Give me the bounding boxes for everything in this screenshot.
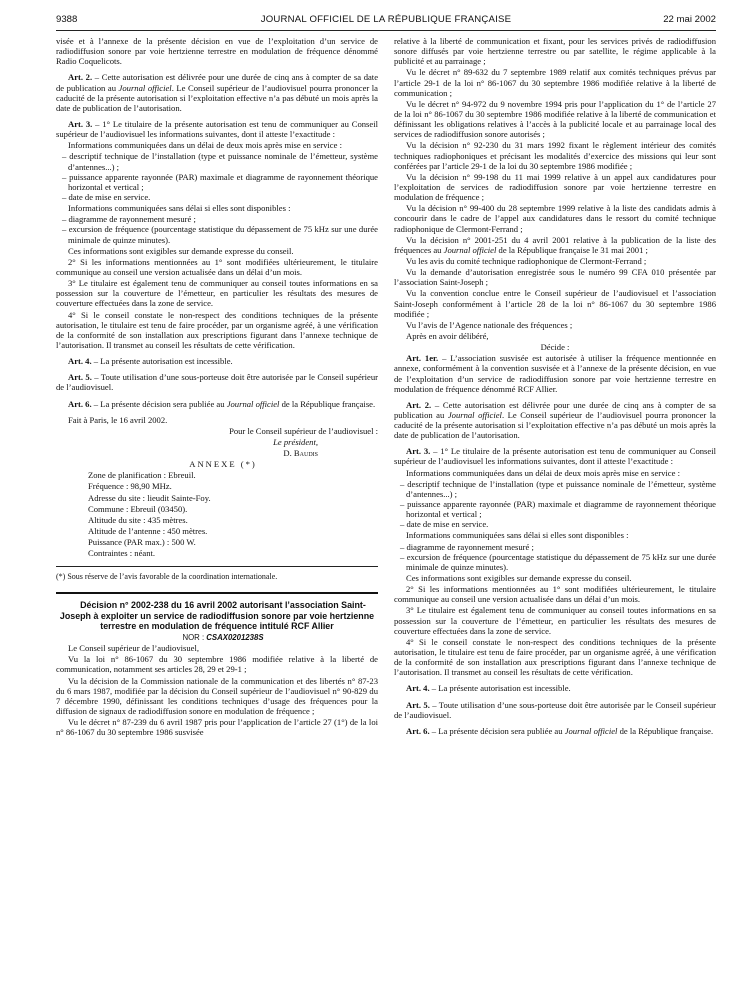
right-paragraph-2: 2° Si les informations mentionnées au 1° sont modifiées ultérieurement, le titulaire communique au conseil une version actualisée dans un délai d’un mois. xyxy=(394,584,716,605)
right-info-no-delay: Informations communiquées sans délai si elles sont disponibles : xyxy=(406,530,629,541)
right-article-1: Art. 1er. – L’association susvisée est autorisée à utiliser la fréquence mentionnée en annexe, conformément à la convention susvisée et à l’annexe de la présente décision, en vue de l’exploitation d’un service de radiodiffusion sonore par voie hertzienne terrestre en modulation de fréquence dénommé RCF Allier. xyxy=(394,353,716,394)
left-article-6: Art. 6. – La présente décision sera publiée au Journal officiel de la République française. xyxy=(68,398,376,409)
left-bullets-1 xyxy=(56,151,378,202)
visa-13: Vu l’avis de l’Agence nationale des fréquences ; xyxy=(406,319,573,330)
right-article-3: Art. 3. – 1° Le titulaire de la présente autorisation est tenu de communiquer au Conseil supérieur de l’audiovisuel les informations suivantes, dont il atteste l’exactitude : xyxy=(394,446,716,467)
left-article-3: Art. 3. – 1° Le titulaire de la présente autorisation est tenu de communiquer au Conseil supérieur de l’audiovisuel les informations suivantes, dont il atteste l’exactitude : xyxy=(56,118,378,140)
list-item: – date de mise en service. xyxy=(56,192,378,202)
visa-1: Vu la loi n° 86-1067 du 30 septembre 1986 modifiée relative à la liberté de communication, notamment ses articles 28, 29 et 29-1 ; xyxy=(56,654,378,675)
decision-title: Décision n° 2002-238 du 16 avril 2002 autorisant l’association Saint-Joseph à exploiter un service de radiodiffusion sonore par voie hertzienne terrestre en modulation de fréquence intitulé RCF Allier xyxy=(59,599,375,632)
list-item: – descriptif technique de l’installation (type et puissance nominale de l’émetteur, système d’antennes...) ; xyxy=(56,151,378,171)
left-paragraph-2: 2° Si les informations mentionnées au 1° sont modifiées ultérieurement, le titulaire communique au conseil une version actualisée dans un délai d’un mois. xyxy=(56,256,378,277)
right-article-5: Art. 5. – Toute utilisation d’une sous-porteuse doit être autorisée par le Conseil supérieur de l’audiovisuel. xyxy=(394,699,717,720)
visa-2: Vu la décision de la Commission nationale de la communication et des libertés n° 87-23 du 6 mars 1987, modifiée par la décision du Conseil supérieur de l’audiovisuel n° 90-829 du 7 décembre 1990, définissant les conditions techniques d’usage des fréquences pour la diffusion de signaux de radiodiffusion sonore en modulation de fréquence ; xyxy=(56,675,378,716)
annex-line: Commune : Ebreuil (03450). xyxy=(88,503,188,514)
list-item: – excursion de fréquence (pourcentage statistique du dépassement de 75 kHz sur une durée minimale de quinze minutes). xyxy=(394,552,716,572)
right-intro: relative à la liberté de communication et fixant, pour les services privés de radiodiffusion sonore diffusés par voie hertzienne terrestre ou par satellite, le régime applicable à la publicité et au parrainage ; xyxy=(394,36,716,67)
left-intro: visée et à l’annexe de la présente décision en vue de l’exploitation d’un service de radiodiffusion sonore par voie hertzienne terrestre en modulation de fréquence dénommé Radio Coquelicots. xyxy=(56,36,378,67)
visa-5: Vu le décret n° 94-972 du 9 novembre 1994 pris pour l’application du 1° de l’article 27 de la loi n° 86-1067 du 30 septembre 1986 modifiée relative à la liberté de communication et définissant les obligations relatives à l’accès à la publicité locale et au parrainage local des services de radiodiffusion sonore autorisés ; xyxy=(394,98,716,140)
left-column xyxy=(56,36,378,738)
left-info-two-months: Informations communiquées dans un délai de deux mois après mise en service : xyxy=(68,140,342,151)
list-item: – diagramme de rayonnement mesuré ; xyxy=(394,542,716,552)
president-label: Le président, xyxy=(273,436,318,447)
deliberated: Après en avoir délibéré, xyxy=(406,330,489,341)
journal-title: JOURNAL OFFICIEL DE LA RÉPUBLIQUE FRANÇAISE xyxy=(260,14,512,25)
visa-7: Vu la décision n° 99-198 du 11 mai 1999 relative à un appel aux candidatures pour l’exploitation de services de radiodiffusion sonore par voie hertzienne terrestre en modulation de fréquence ; xyxy=(394,171,716,203)
annex-line: Contraintes : néant. xyxy=(88,548,156,559)
footnote: (*) Sous réserve de l’avis favorable de la coordination internationale. xyxy=(56,572,278,582)
list-item: – descriptif technique de l’installation (type et puissance nominale de l’émetteur, système d’antennes...) ; xyxy=(394,479,716,499)
annex-title: ANNEXE (*) xyxy=(189,459,257,470)
annex-line: Adresse du site : lieudit Sainte-Foy. xyxy=(88,492,211,503)
list-item: – puissance apparente rayonnée (PAR) maximale et diagramme de rayonnement théorique horizontal et vertical ; xyxy=(56,172,378,192)
visa-8: Vu la décision n° 99-400 du 28 septembre 1999 relative à la liste des candidats admis à concourir dans le cadre de l’appel aux candidatures dans le ressort du comité technique radiophonique de Clermont-Ferrand ; xyxy=(394,203,716,234)
done-at: Fait à Paris, le 16 avril 2002. xyxy=(68,414,168,425)
left-bullets-2 xyxy=(56,214,378,244)
right-column xyxy=(394,36,716,737)
visa-3: Vu le décret n° 87-239 du 6 avril 1987 pris pour l’application de l’article 27 (1°) de la loi n° 86-1067 du 30 septembre 1986 susvisée xyxy=(56,717,378,738)
right-paragraph-4: 4° Si le conseil constate le non-respect des conditions techniques de la présente autorisation, le titulaire est tenu de faire procéder, par un organisme agréé, à une vérification de la conformité de son installation aux prescriptions figurant dans l’annexe technique de l’autorisation. Il transmet au conseil les résultats de cette vérification. xyxy=(394,636,716,678)
visa-12: Vu la convention conclue entre le Conseil supérieur de l’audiovisuel et l’association Saint-Joseph conformément à l’article 28 de la loi n° 86-1067 du 30 septembre 1986 modifiée ; xyxy=(394,288,716,319)
left-info-no-delay: Informations communiquées sans délai si elles sont disponibles : xyxy=(68,203,291,214)
footnote-rule xyxy=(56,566,378,567)
right-info-two-months: Informations communiquées dans un délai de deux mois après mise en service : xyxy=(406,467,680,478)
right-bullets-2 xyxy=(394,542,716,572)
list-item: – excursion de fréquence (pourcentage statistique du dépassement de 75 kHz sur une durée minimale de quinze minutes). xyxy=(56,224,378,244)
signatory: D. Baudis xyxy=(283,448,318,459)
left-article-2: Art. 2. – Cette autorisation est délivrée pour une durée de cinq ans à compter de sa date de publication au Journal officiel. Le Conseil supérieur de l’audiovisuel pourra prononcer la caducité de la présente autorisation si l’exploitation effective n’a pas débuté un mois après la date de publication de l’autorisation. xyxy=(56,72,379,113)
right-article-6: Art. 6. – La présente décision sera publiée au Journal officiel de la République française. xyxy=(406,725,714,736)
list-item: – date de mise en service. xyxy=(394,519,716,529)
left-article-4: Art. 4. – La présente autorisation est incessible. xyxy=(68,356,233,367)
annex-line: Puissance (PAR max.) : 500 W. xyxy=(88,537,196,548)
for-council: Pour le Conseil supérieur de l’audiovisuel : xyxy=(229,425,378,436)
visa-4: Vu le décret n° 89-632 du 7 septembre 1989 relatif aux comités techniques prévus par l’article 29-1 de la loi n° 86-1067 du 30 septembre 1986 modifiée relative à la liberté de communication ; xyxy=(394,67,716,98)
issue-date: 22 mai 2002 xyxy=(663,14,716,25)
right-bullets-1 xyxy=(394,479,716,530)
visa-11: Vu la demande d’autorisation enregistrée sous le numéro 99 CFA 010 présentée par l’association Saint-Joseph ; xyxy=(394,267,716,288)
visa-9: Vu la décision n° 2001-251 du 4 avril 2001 relative à la publication de la liste des fréquences au Journal officiel de la République française le 31 mai 2001 ; xyxy=(394,234,716,255)
right-paragraph-3: 3° Le titulaire est également tenu de communiquer au conseil toutes informations en sa possession sur la couverture de l’émetteur, en particulier les résultats des mesures de couverture effectuées dans la zone de service. xyxy=(394,605,716,636)
right-article-2: Art. 2. – Cette autorisation est délivrée pour une durée de cinq ans à compter de sa publication au Journal officiel. Le Conseil supérieur de l’audiovisuel pourra prononcer la caducité de la présente autorisation si l’exploitation effective n’a pas débuté un mois après la date de publication de l’autorisation. xyxy=(394,399,717,441)
council-line: Le Conseil supérieur de l’audiovisuel, xyxy=(68,643,200,654)
left-paragraph-3: 3° Le titulaire est également tenu de communiquer au conseil toutes informations en sa possession sur la couverture de l’émetteur, en particulier les résultats des mesures de couverture effectuées dans la zone de service. xyxy=(56,278,378,309)
section-rule xyxy=(56,592,378,594)
page-number: 9388 xyxy=(56,14,78,25)
nor-reference: NOR : CSAX0201238S xyxy=(182,632,264,642)
annex-line: Zone de planification : Ebreuil. xyxy=(88,470,196,481)
right-article-4: Art. 4. – La présente autorisation est incessible. xyxy=(406,683,571,694)
annex-line: Altitude de l’antenne : 450 mètres. xyxy=(88,526,208,537)
visa-6: Vu la décision n° 92-230 du 31 mars 1992 fixant le règlement intérieur des comités techniques radiophoniques et précisant les modalités d’exercice des missions qui leur sont conférées par l’article 29-1 de la loi du 30 septembre 1986 modifiée ; xyxy=(394,140,716,171)
annex-line: Altitude du site : 435 mètres. xyxy=(88,514,188,525)
right-on-request: Ces informations sont exigibles sur demande expresse du conseil. xyxy=(406,573,632,584)
annex-line: Fréquence : 98,90 MHz. xyxy=(88,481,172,492)
left-article-5: Art. 5. – Toute utilisation d’une sous-porteuse doit être autorisée par le Conseil supérieur de l’audiovisuel. xyxy=(56,372,379,393)
decides: Décide : xyxy=(540,342,570,353)
left-on-request: Ces informations sont exigibles sur demande expresse du conseil. xyxy=(68,245,294,256)
list-item: – diagramme de rayonnement mesuré ; xyxy=(56,214,378,224)
header-rule xyxy=(56,30,716,31)
left-paragraph-4: 4° Si le conseil constate le non-respect des conditions techniques de la présente autorisation, le titulaire est tenu de faire procéder, par un organisme agréé, à une vérification de la conformité de son installation aux prescriptions figurant dans l’annexe technique de l’autorisation. Il transmet au conseil les résultats de cette vérification. xyxy=(56,309,378,350)
list-item: – puissance apparente rayonnée (PAR) maximale et diagramme de rayonnement théorique horizontal et vertical ; xyxy=(394,499,716,519)
visa-10: Vu les avis du comité technique radiophonique de Clermont-Ferrand ; xyxy=(406,255,647,266)
